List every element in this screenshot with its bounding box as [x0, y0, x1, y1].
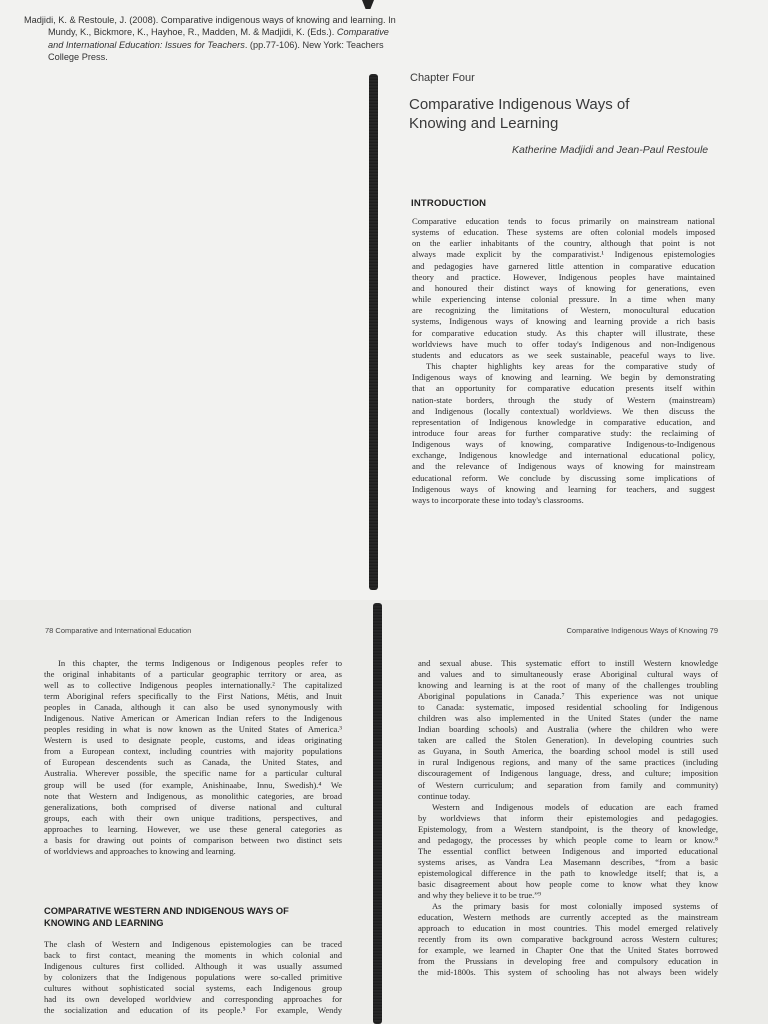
chapter-title: [409, 95, 709, 133]
text-line: back to first contact, meaning the moments in which colonial and: [44, 950, 342, 961]
text-line: knowing and learning is at the root of many of the challenges troubling: [418, 680, 718, 691]
text-line: As the primary basis for most colonially imposed systems of: [432, 901, 718, 912]
left-page-body: [44, 658, 342, 857]
section-heading: [44, 905, 344, 929]
text-line: for comparative education study. As this chapter will illustrate, these: [412, 327, 715, 338]
citation-pages: . (pp.77-106). New York: Teachers: [244, 39, 384, 50]
text-line: Indigenous. Native American or American Indian refers to the Indigenous: [44, 713, 342, 724]
section-body: [44, 939, 342, 1016]
intro-heading: INTRODUCTION: [411, 198, 487, 209]
text-line: students and educators as we seek sustainable, peaceful ways to live.: [412, 349, 715, 360]
text-line: Western is used to designate people, customs, and ideas originating: [44, 735, 342, 746]
text-line: a basis for drawing out points of comparison between two distinct sets: [44, 834, 342, 845]
text-line: discouragement of Indigenous language, dress, and culture; imposition: [418, 768, 718, 779]
text-line: groups, each with their own unique traditions, perspectives, and: [44, 812, 342, 823]
intro-body: [412, 216, 715, 506]
text-line: systems of education. These systems are often colonial models imposed: [412, 227, 715, 238]
text-line: Indigenous cultures first collided. Although it was usually assumed: [44, 961, 342, 972]
text-line: on the earlier inhabitants of the country, although that point is not: [412, 238, 715, 249]
text-line: by colonizers that the Indigenous populations were so-called primitive: [44, 972, 342, 983]
text-line: approach to education in most countries. This model emerged relatively: [418, 923, 718, 934]
text-line: worldviews have much to offer today's Indigenous and non-Indigenous: [412, 338, 715, 349]
text-line: of worldviews and approaches to knowing and learning.: [44, 845, 236, 856]
text-line: of European descendents such as Canada, the United States, and: [44, 757, 342, 768]
text-line: Indian boarding schools) and Australia (where the children who were: [418, 724, 718, 735]
text-line: that an opportunity for comparative education presents itself within: [412, 383, 715, 394]
citation-line: [24, 26, 454, 38]
text-line: children was also implemented in the United States (under the name: [418, 713, 718, 724]
text-line: and honoured their distinct ways of knowing for generations, even: [412, 282, 715, 293]
citation-line: Madjidi, K. & Restoule, J. (2008). Comparative indigenous ways of knowing and learning. In: [24, 15, 396, 25]
text-line: The clash of Western and Indigenous epistemologies can be traced: [44, 939, 342, 949]
citation-line: College Press.: [48, 52, 108, 63]
running-header-left: 78 Comparative and International Education: [45, 626, 192, 635]
text-line: peoples in Canada, although it can also be used synonymously with: [44, 702, 342, 713]
text-line: Indigenous ways of knowing and learning for teachers, and suggest: [412, 483, 715, 494]
section-heading-line: COMPARATIVE WESTERN AND INDIGENOUS WAYS OF: [44, 906, 289, 916]
text-line: and pedagogy, the processes by which people come to learn or know.⁸: [418, 834, 718, 845]
text-line: continue today.: [418, 790, 471, 801]
text-line: the socialization and education of its people.⁵ For example, Wendy: [44, 1005, 342, 1016]
text-line: Indigenous ways of knowing, comparative Indigenous-to-Indigenous: [412, 439, 715, 450]
text-line: and Indigenous (locally contextual) worldviews. We then discuss the: [412, 405, 715, 416]
text-line: the original inhabitants of a particular geographic territory or area, as: [44, 669, 342, 680]
text-line: and sexual abuse. This systematic effort to instill Western knowledge: [418, 658, 718, 668]
text-line: educational reform. We conclude by discussing some implications of: [412, 472, 715, 483]
text-line: The essential conflict between Indigenous and imported educational: [418, 845, 718, 856]
citation-book-title: and International Education: Issues for Teachers: [48, 39, 245, 50]
text-line: This chapter highlights key areas for the comparative study of: [426, 361, 715, 372]
chapter-title-line: Knowing and Learning: [409, 115, 559, 132]
text-line: had its own developed worldview and corresponding approaches for: [44, 994, 342, 1005]
text-line: well as to collective Indigenous peoples internationally.² The capitalized: [44, 680, 342, 691]
text-line: cultures without sophisticated social systems, each Indigenous group: [44, 983, 342, 994]
text-line: as Guyana, in South America, the boarding school model is still used: [418, 746, 718, 757]
text-line: ways to incorporate these into today's classrooms.: [412, 494, 584, 505]
text-line: theory and practice. However, Indigenous peoples have maintained: [412, 271, 715, 282]
text-line: by worldviews that inform their epistemologies and pedagogies.: [418, 812, 718, 823]
text-line: Australia. Wherever possible, the specific name for a particular cultural: [44, 768, 342, 779]
text-line: peoples residing in what is now known as the United States of America.³: [44, 724, 342, 735]
text-line: and why they believe it to be true.”⁹: [418, 889, 542, 900]
text-line: in rural Indigenous regions, and many of the same practices (including: [418, 757, 718, 768]
text-line: basic disagreement about how people come to know what they know: [418, 878, 718, 889]
running-header-right: Comparative Indigenous Ways of Knowing 79: [566, 626, 718, 635]
text-line: from the Prussians in developing free and compulsory education in: [418, 956, 718, 967]
text-line: Comparative education tends to focus primarily on mainstream national: [412, 216, 715, 226]
text-line: for example, we learned in Chapter One that the United States borrowed: [418, 945, 718, 956]
citation-line: [24, 39, 454, 51]
text-line: and the relevance of Indigenous ways of knowing for mainstream: [412, 461, 715, 472]
text-line: always made explicit by the comparativist.¹ Indigenous epistemologies: [412, 249, 715, 260]
text-line: from a European context, including countries with majority populations: [44, 746, 342, 757]
text-line: and pedagogies have garnered little attention in comparative education: [412, 260, 715, 271]
section-heading-line: KNOWING AND LEARNING: [44, 918, 164, 928]
chapter-label: Chapter Four: [410, 72, 475, 84]
right-page-body: [418, 658, 718, 978]
text-line: systems, Indigenous ways of knowing and learning provide a rich basis: [412, 316, 715, 327]
text-line: the mid-1800s. This system of schooling has not always been widely: [418, 967, 718, 978]
text-line: of Western curriculum; and separation from family and community): [418, 779, 718, 790]
text-line: systems arises, as Vandra Lea Masemann describes, “from a basic: [418, 856, 718, 867]
text-line: approaches to learning. However, we use these general categories as: [44, 823, 342, 834]
citation-editors: Mundy, K., Bickmore, K., Hayhoe, R., Madden, M. & Madjidi, K. (Eds.).: [48, 27, 337, 38]
text-line: Indigenous ways of knowing and learning. We begin by demonstrating: [412, 372, 715, 383]
binding-gutter-top: [369, 74, 378, 590]
text-line: exchange, Indigenous knowledge and international educational policy,: [412, 450, 715, 461]
text-line: generalizations, both comprised of diverse national and cultural: [44, 801, 342, 812]
text-line: Epistemology, from a Western standpoint, is the theory of knowledge,: [418, 823, 718, 834]
text-line: Aboriginal populations in Canada.⁷ This experience was not unique: [418, 691, 718, 702]
text-line: group will be used (for example, Anishinaabe, Innu, Swedish).⁴ We: [44, 779, 342, 790]
text-line: note that Western and Indigenous, as monolithic categories, are broad: [44, 790, 342, 801]
chapter-authors: Katherine Madjidi and Jean-Paul Restoule: [512, 144, 709, 156]
text-line: epistemological difference in the path to knowledge itself; that is, a: [418, 867, 718, 878]
chapter-title-line: Comparative Indigenous Ways of: [409, 96, 630, 113]
binding-gutter-bottom: [373, 603, 382, 1024]
citation-book-title: Comparative: [336, 27, 389, 38]
text-line: while experiencing intense colonial pressure. In a time when many: [412, 294, 715, 305]
citation: [24, 14, 454, 64]
text-line: nation-state borders, through the study of Western (mainstream): [412, 394, 715, 405]
text-line: recently from its own comparative background across Western cultures;: [418, 934, 718, 945]
text-line: term Aboriginal refers specifically to the First Nations, Métis, and Inuit: [44, 691, 342, 702]
text-line: education, Western methods are currently accepted as the mainstream: [418, 912, 718, 923]
text-line: are recognizing the limitations of Western, monocultural education: [412, 305, 715, 316]
text-line: Western and Indigenous models of education are each framed: [432, 801, 718, 812]
text-line: to Canada: systematic, imposed residential schooling for Indigenous: [418, 702, 718, 713]
text-line: In this chapter, the terms Indigenous or Indigenous peoples refer to: [58, 658, 342, 668]
text-line: and values and to simultaneously erase Aboriginal cultural ways of: [418, 669, 718, 680]
text-line: representation of Indigenous knowledge in comparative education, and: [412, 416, 715, 427]
text-line: taken are called the Stolen Generation). In developing countries such: [418, 735, 718, 746]
text-line: introduce four areas for further comparative study: the reclaiming of: [412, 427, 715, 438]
